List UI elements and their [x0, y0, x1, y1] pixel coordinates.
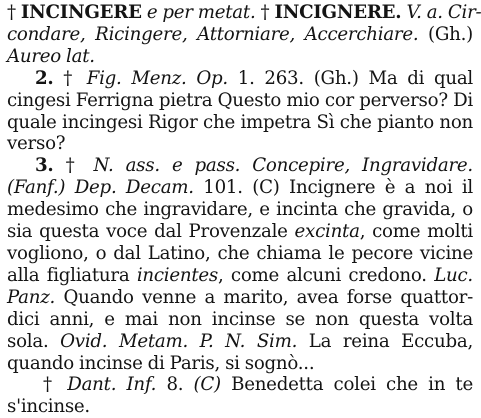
quote: medesimo che ingravidare, e incinta che gravida, o — [7, 199, 473, 221]
quote: dici anni, e mai non incinse se non questa volta — [7, 308, 473, 330]
sense-label: N. ass. e pass. — [93, 155, 241, 177]
cross-mark: † — [65, 155, 82, 177]
headword: INCINGERE — [20, 2, 142, 23]
sense-3-line-6 — [7, 265, 473, 287]
citation-ref: 8. — [166, 374, 184, 396]
entry-line-1 — [7, 2, 481, 24]
quote: Incignere è a noi il — [289, 177, 474, 199]
citation-ref: 1. 263. — [237, 67, 304, 89]
sense-3-line-9 — [7, 331, 473, 353]
sense-2-line-3 — [7, 112, 473, 134]
quote: cingesi Ferrigna pietra Questo mio cor perverso? Di — [7, 89, 473, 111]
citation: Menz. Op. — [131, 67, 228, 89]
cross-mark: † — [260, 2, 270, 23]
quote: Ma di qual — [368, 67, 473, 89]
sense-3-line-2 — [7, 177, 473, 199]
quote: , come alcuni credono. — [218, 264, 427, 286]
cross-mark: † — [43, 374, 58, 396]
source-abbrev: (Gh.) — [428, 23, 473, 45]
headword-variant: INCIGNERE. — [274, 2, 402, 23]
sense-3-line-3 — [7, 199, 473, 221]
etymology: Aureo lat. — [7, 45, 95, 67]
sense-number: 2. — [35, 67, 54, 89]
quote: s'incinse. — [7, 396, 90, 418]
sense-4-line-1 — [7, 374, 473, 396]
sense-2-line-1 — [7, 68, 473, 90]
entry-line-3 — [7, 46, 473, 68]
source-abbrev: (C) — [252, 177, 280, 199]
quote: quando incinse di Paris, si sognò... — [7, 352, 315, 374]
quoted-word: incientes — [136, 264, 218, 286]
quote: alla figliatura — [7, 264, 130, 286]
sense-3-line-1 — [7, 155, 473, 177]
citation: Dep. Decam. — [74, 177, 194, 199]
sense-3-line-7 — [7, 287, 473, 309]
citation: Dant. Inf. — [67, 374, 157, 396]
quote: Quando venne a marito, avea forse quattor- — [63, 286, 473, 308]
entry-line-2 — [7, 24, 473, 46]
source-abbrev: (C) — [193, 374, 221, 396]
citation: Luc. — [434, 264, 473, 286]
source-abbrev: (Gh.) — [313, 67, 359, 89]
citation-ref: 101. — [203, 177, 243, 199]
quote: La reina Eccuba, — [308, 330, 473, 352]
sense-2-line-2 — [7, 90, 473, 112]
sense-4-line-2 — [7, 396, 473, 418]
source-abbrev: (Fanf.) — [7, 177, 66, 199]
sense-3-line-10 — [7, 353, 473, 375]
quote: verso? — [7, 133, 66, 155]
definition: Concepire, Ingravidare. — [252, 155, 473, 177]
quote: sola. — [7, 330, 49, 352]
sense-number: 3. — [35, 155, 54, 177]
quote: Benedetta colei che in te — [231, 374, 473, 396]
citation: Ovid. Metam. P. N. Sim. — [60, 330, 298, 352]
definition: condare, Ricingere, Attorniare, Accerchiare. — [7, 23, 419, 45]
quote: sia questa voce dal Provenzale — [7, 221, 288, 243]
usage-note: e per metat. — [146, 2, 256, 23]
cross-mark: † — [7, 2, 16, 23]
cross-mark: † — [63, 67, 77, 89]
citation: Panz. — [7, 286, 56, 308]
quote: quale incingesi Rigor che impetra Sì che pianto non — [7, 111, 473, 133]
sense-2-line-4 — [7, 133, 473, 155]
sense-3-line-5 — [7, 243, 473, 265]
grammar-label: V. a. — [406, 2, 443, 23]
sense-3-line-8 — [7, 309, 473, 331]
sense-3-line-4 — [7, 221, 473, 243]
sense-label: Fig. — [86, 67, 122, 89]
quote: vogliono, o dal Latino, che chiama le pecore vicine — [7, 242, 473, 264]
quote: , come molti — [359, 221, 473, 243]
quoted-word: excinta — [294, 221, 360, 243]
definition: Cir- — [447, 2, 481, 23]
